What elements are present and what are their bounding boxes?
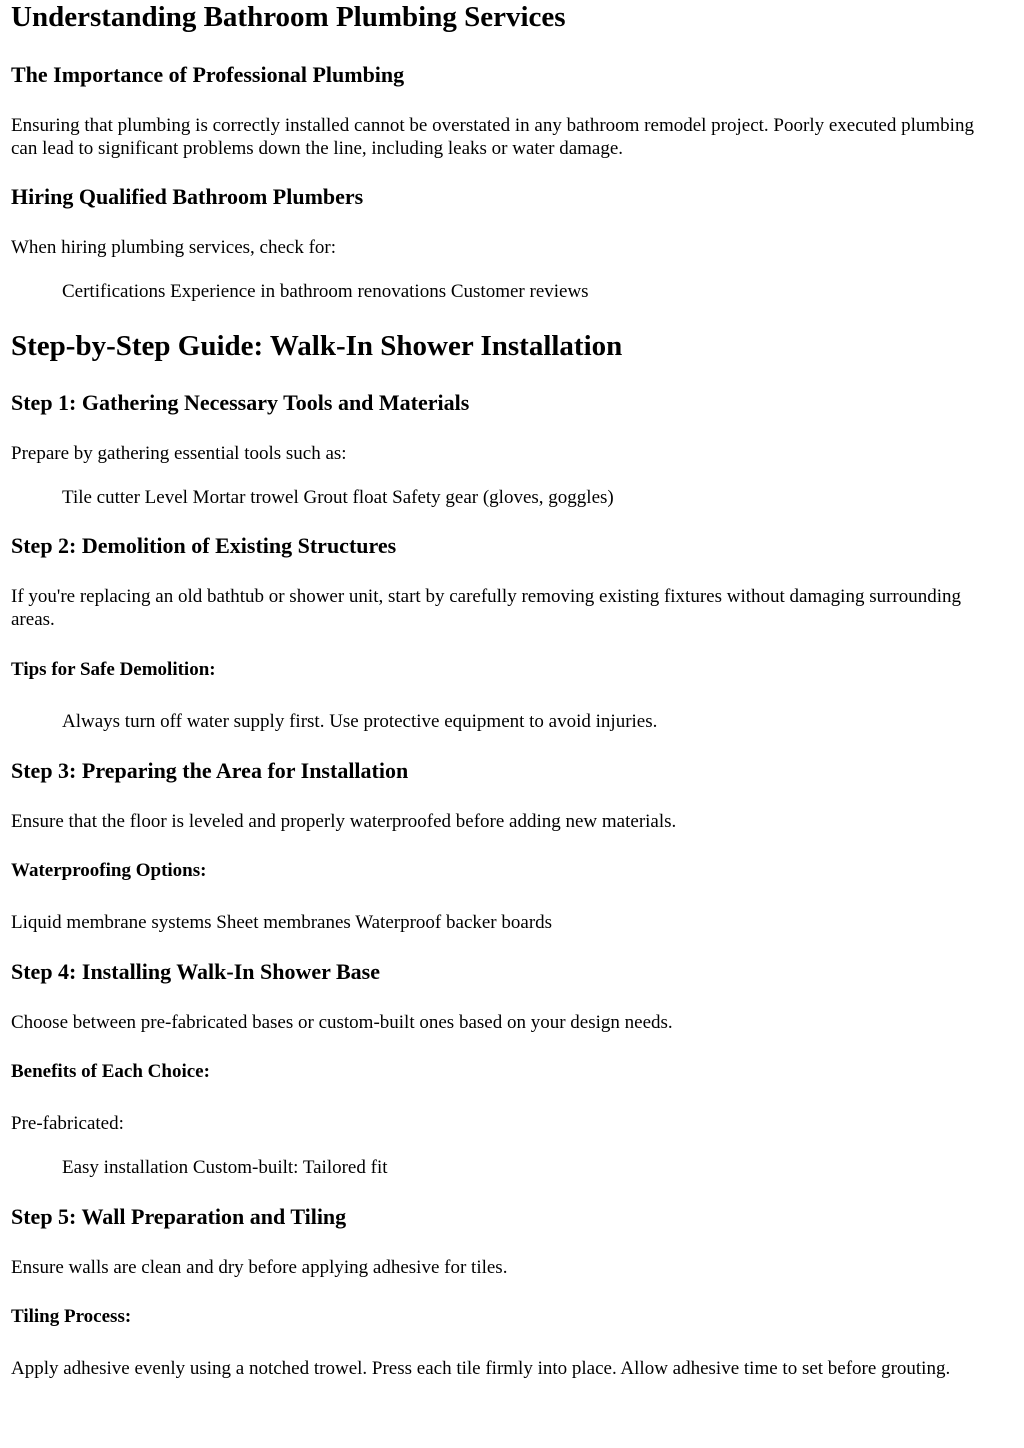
paragraph-importance: Ensuring that plumbing is correctly installed cannot be overstated in any bathroom remodel project. Poorly executed plumbing can lead to significant problems down the line, including leaks or water damage.: [11, 115, 974, 159]
heading-waterproofing-options: Waterproofing Options:: [11, 860, 207, 881]
paragraph-step-2: If you're replacing an old bathtub or shower unit, start by carefully removing existing fixtures without damaging surrounding areas.: [11, 586, 962, 630]
heading-step-5: Step 5: Wall Preparation and Tiling: [11, 1204, 347, 1229]
heading-step-4: Step 4: Installing Walk-In Shower Base: [11, 959, 380, 984]
paragraph-step-3: Ensure that the floor is leveled and properly waterproofed before adding new materials.: [11, 811, 677, 832]
list-hiring-checks: Certifications Experience in bathroom renovations Customer reviews: [62, 281, 589, 302]
section-title-walk-in-shower: Step-by-Step Guide: Walk-In Shower Installation: [11, 330, 623, 362]
paragraph-tiling-process: Apply adhesive evenly using a notched trowel. Press each tile firmly into place. Allow adhesive time to set before grouting.: [11, 1358, 951, 1379]
heading-step-2: Step 2: Demolition of Existing Structures: [11, 533, 397, 558]
paragraph-step-4: Choose between pre-fabricated bases or custom-built ones based on your design needs.: [11, 1012, 673, 1033]
heading-importance: The Importance of Professional Plumbing: [11, 62, 405, 87]
list-tips-demolition: Always turn off water supply first. Use protective equipment to avoid injuries.: [62, 711, 658, 732]
section-title-plumbing-services: Understanding Bathroom Plumbing Services: [11, 1, 566, 33]
heading-benefits: Benefits of Each Choice:: [11, 1061, 210, 1082]
heading-step-3: Step 3: Preparing the Area for Installation: [11, 758, 409, 783]
heading-step-1: Step 1: Gathering Necessary Tools and Materials: [11, 390, 470, 415]
heading-hiring: Hiring Qualified Bathroom Plumbers: [11, 184, 364, 209]
list-step-1-tools: Tile cutter Level Mortar trowel Grout float Safety gear (gloves, goggles): [62, 487, 614, 508]
list-waterproofing-options: Liquid membrane systems Sheet membranes Waterproof backer boards: [11, 912, 553, 933]
heading-tips-demolition: Tips for Safe Demolition:: [11, 659, 216, 680]
paragraph-step-1-intro: Prepare by gathering essential tools such as:: [11, 443, 347, 464]
label-prefabricated: Pre-fabricated:: [11, 1113, 124, 1134]
paragraph-step-5: Ensure walls are clean and dry before applying adhesive for tiles.: [11, 1257, 508, 1278]
list-benefits: Easy installation Custom-built: Tailored fit: [62, 1157, 388, 1178]
paragraph-hiring-intro: When hiring plumbing services, check for:: [11, 237, 337, 258]
heading-tiling-process: Tiling Process:: [11, 1306, 132, 1327]
